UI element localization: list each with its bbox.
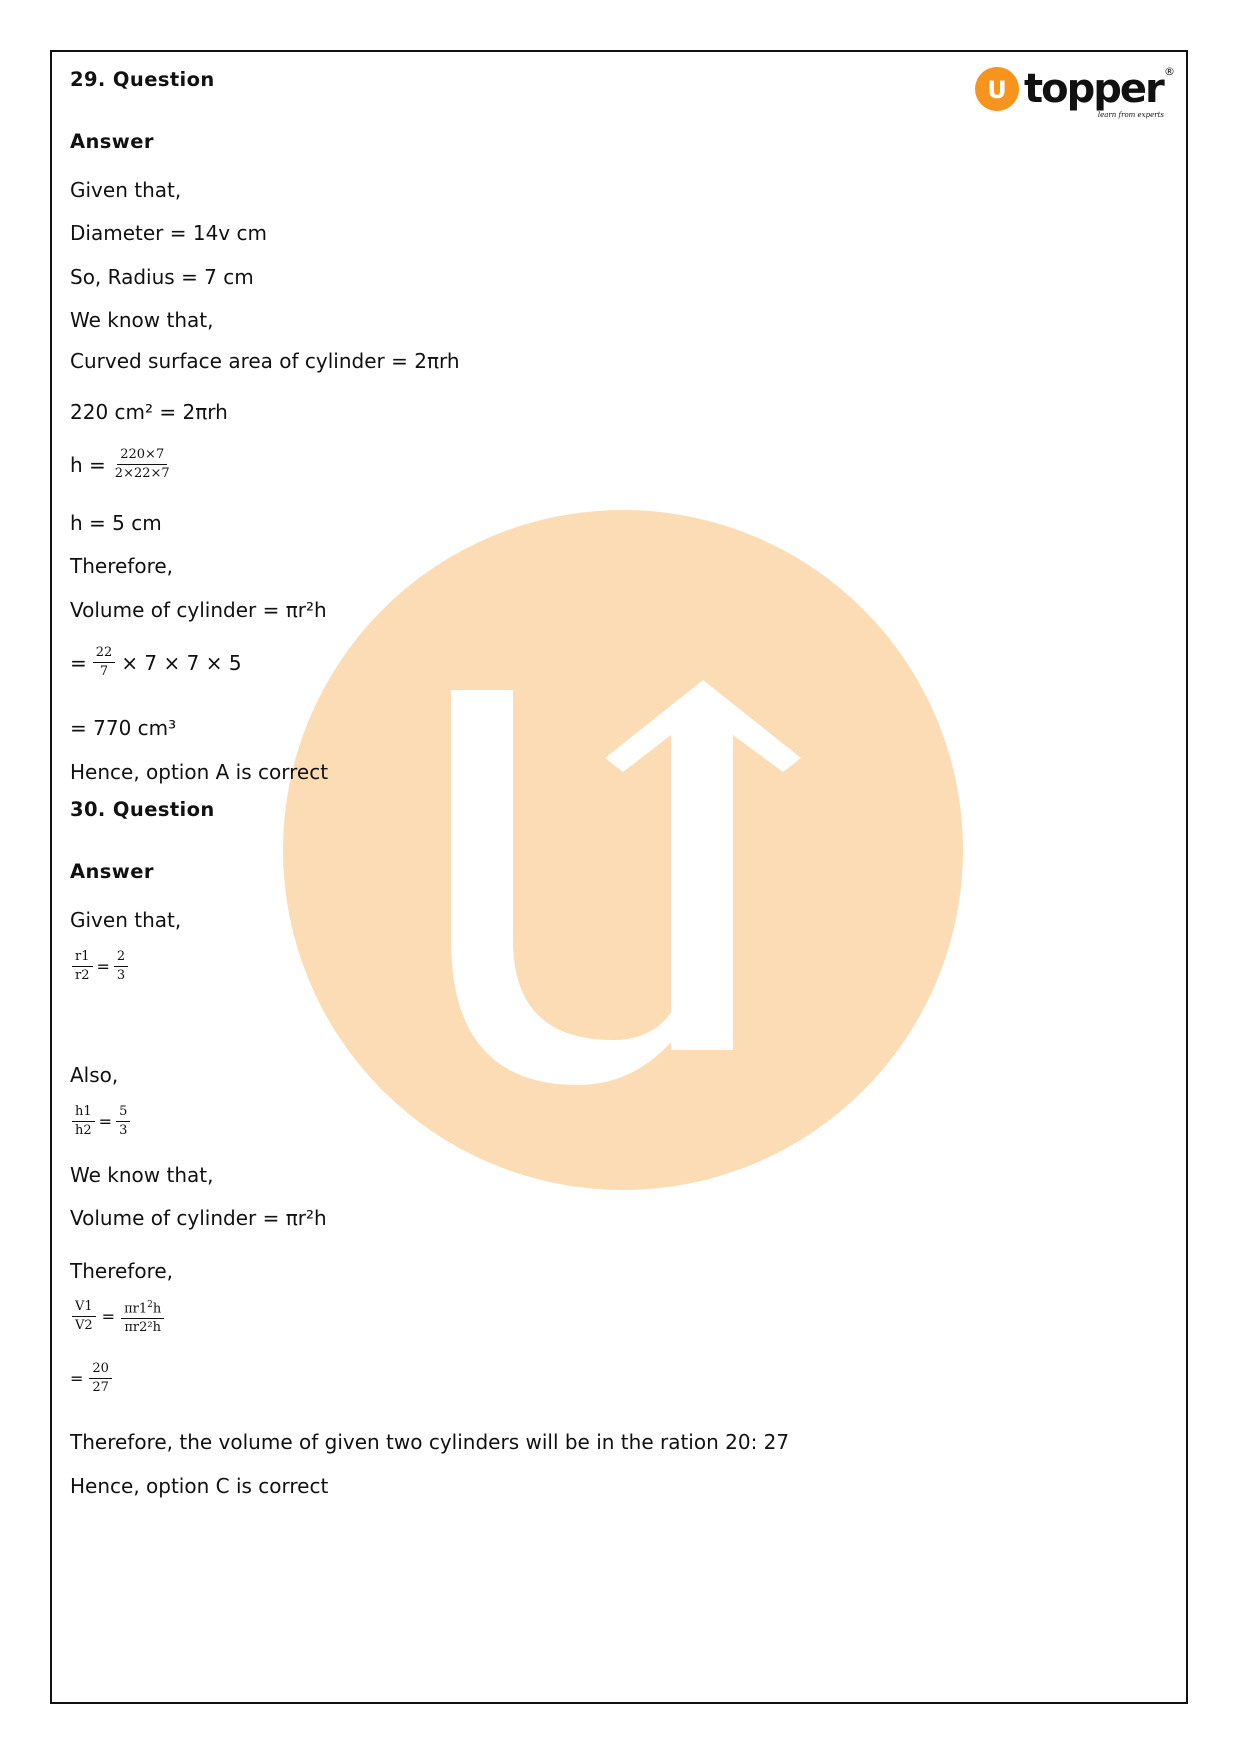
q30-ratio: Therefore, the volume of given two cylinders will be in the ration 20: 27 [70,1430,790,1454]
q30-h-frac [72,1105,95,1138]
q29-diameter: Diameter = 14v cm [70,221,267,245]
q30-h-rnum: 5 [116,1105,130,1122]
topper-logo-icon [974,62,1174,124]
q30-h-num: h1 [72,1105,95,1122]
q30-v-num: V1 [72,1300,96,1317]
q30-h-rden: 3 [119,1123,128,1138]
q29-csa: Curved surface area of cylinder = 2πrh [70,349,460,373]
q29-eq1: 220 cm² = 2πrh [70,400,228,424]
q29-therefore: Therefore, [70,554,174,578]
q30-r-ratio [70,950,130,983]
registered-mark: ® [1164,65,1174,78]
q29-given: Given that, [70,178,182,202]
q29-v-calc [70,646,246,679]
q30-also: Also, [70,1063,119,1087]
q29-v-den: 7 [99,664,109,679]
q30-conclusion: Hence, option C is correct [70,1474,329,1498]
q30-r-rnum: 2 [114,950,128,967]
q29-h-frac [112,448,173,481]
q29-v-num: 22 [93,646,116,663]
q29-know: We know that, [70,308,214,332]
q29-h-num: 220×7 [117,448,167,465]
q30-v-rnum-base: πr1 [124,1301,148,1317]
q30-res-eq: = [70,1369,84,1388]
q30-v-rnum [121,1298,164,1319]
q29-h-result: h = 5 cm [70,511,162,535]
q30-know: We know that, [70,1163,214,1187]
q30-volume: Volume of cylinder = πr²h [70,1206,327,1230]
q30-h-den: h2 [75,1123,92,1138]
q30-v-result-frac [121,1298,164,1335]
q29-h-den: 2×22×7 [114,466,170,481]
q29-v-rest: × 7 × 7 × 5 [121,650,242,675]
q30-h-result-frac [116,1105,130,1138]
q29-radius: So, Radius = 7 cm [70,265,254,289]
q30-result [70,1362,114,1395]
q30-r-frac [72,950,93,983]
logo-wordmark: topper [1024,66,1163,112]
q30-v-den: V2 [75,1318,93,1334]
q29-v-eq: = [70,650,87,675]
q30-v-frac [72,1300,96,1333]
q29-v-result: = 770 cm³ [70,716,177,740]
q30-r-num: r1 [72,950,93,967]
logo-badge-letter: U [987,76,1007,104]
q30-r-eq: = [96,957,110,976]
q29-h-fraction [70,448,175,481]
q30-therefore: Therefore, [70,1259,174,1283]
q30-answer-label: Answer [70,860,154,883]
q29-v-frac [93,646,116,679]
q30-v-rnum-tail: h [152,1301,162,1317]
q30-r-den: r2 [75,968,90,983]
q30-v-rden: πr2²h [124,1320,161,1336]
q30-r-rden: 3 [116,968,126,983]
q30-r-result-frac [114,950,128,983]
q30-res-num: 20 [89,1362,112,1379]
q29-conclusion: Hence, option A is correct [70,760,329,784]
q30-v-eq: = [101,1307,116,1327]
q29-heading: 29. Question [70,68,215,91]
topper-watermark-icon [283,510,963,1190]
q30-res-frac [89,1362,112,1395]
q29-answer-label: Answer [70,130,154,153]
q30-heading: 30. Question [70,798,215,821]
q30-v-rnum-exp: 2 [147,1300,153,1310]
q30-res-den: 27 [92,1380,109,1395]
topper-logo [974,62,1174,124]
q30-h-ratio [70,1105,132,1138]
q29-h-label: h = [70,452,106,477]
q29-volume: Volume of cylinder = πr²h [70,598,327,622]
q30-v-ratio [70,1298,166,1335]
q30-given: Given that, [70,908,182,932]
logo-tagline: learn from experts [1097,111,1164,119]
q30-h-eq: = [98,1112,113,1131]
